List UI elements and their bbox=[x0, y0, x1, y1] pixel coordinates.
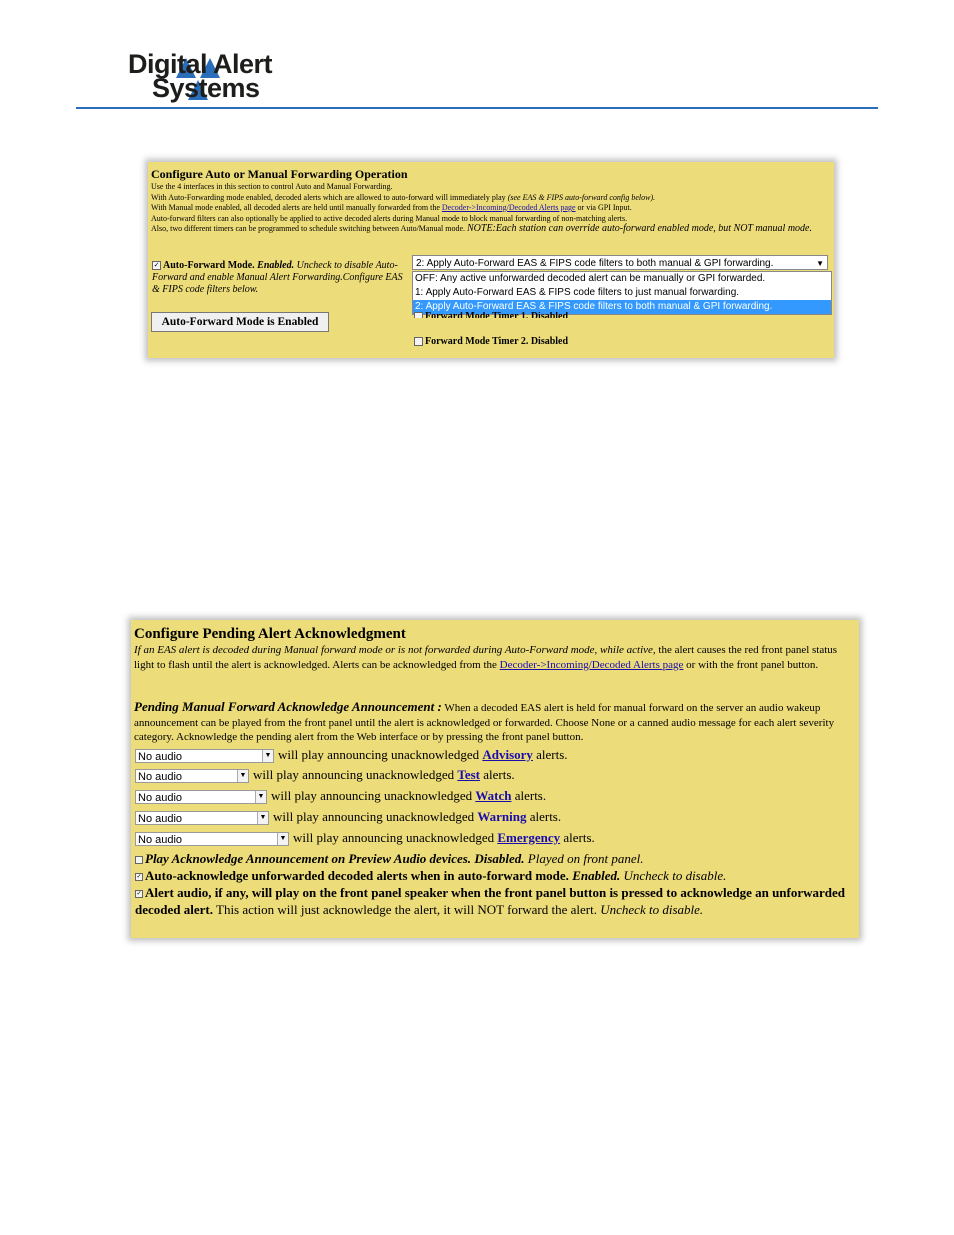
auto-forward-mode-button[interactable]: Auto-Forward Mode is Enabled bbox=[151, 312, 329, 332]
chevron-down-icon: ▼ bbox=[255, 791, 266, 803]
chevron-down-icon: ▼ bbox=[277, 833, 288, 845]
auto-forward-mode-setting: ✓ Auto-Forward Mode. Enabled. Uncheck to disable Auto-Forward and enable Manual Alert Forwarding.Configure EAS & FIPS code filters below. bbox=[152, 260, 403, 295]
ack-title: Configure Pending Alert Acknowledgment bbox=[134, 626, 406, 642]
logo-line-2: Systems bbox=[152, 73, 260, 103]
forwarding-title: Configure Auto or Manual Forwarding Operation bbox=[151, 167, 408, 181]
desc-line: Use the 4 interfaces in this section to control Auto and Manual Forwarding. bbox=[151, 182, 393, 191]
desc-line: With Auto-Forwarding mode enabled, decoded alerts which are allowed to auto-forward will immediately play (see EAS & FIPS auto-forward config below). bbox=[151, 192, 656, 202]
header-rule bbox=[76, 107, 878, 109]
auto-ack-checkbox[interactable]: ✓ bbox=[136, 874, 142, 881]
dropdown-option[interactable]: OFF: Any active unforwarded decoded alert can be manually or GPI forwarded. bbox=[415, 273, 766, 284]
desc-line: Auto-forward filters can also optionally be applied to active decoded alerts during Manual mode to block manual forwarding of non-matching alerts. bbox=[151, 213, 628, 223]
forwarding-description bbox=[151, 182, 821, 235]
ack-description: If an EAS alert is decoded during Manual forward mode or is not forwarded during Auto-Forward mode, while active, the alert causes the red front panel status light to flash until the alert is acknowledged. Alerts can be acknowledged from the Decoder->Incoming/Decoded Alerts page or with the front panel button. bbox=[134, 644, 838, 671]
desc-line: With Manual mode enabled, all decoded alerts are held until manually forwarded from the Decoder->Incoming/Decoded Alerts page or via GPI Input. bbox=[151, 203, 632, 212]
test-audio-row: No audio ▼ will play announcing unacknowledged Test alerts. bbox=[135, 767, 515, 783]
advisory-audio-row: No audio ▼ will play announcing unacknowledged Advisory alerts. bbox=[135, 747, 568, 763]
dropdown-option[interactable]: 1: Apply Auto-Forward EAS & FIPS code filters to just manual forwarding. bbox=[415, 287, 740, 298]
dropdown-option-selected[interactable]: 2: Apply Auto-Forward EAS & FIPS code filters to both manual & GPI forwarding. bbox=[413, 300, 831, 314]
preview-audio-setting: Play Acknowledge Announcement on Preview Audio devices. Disabled. Played on front panel. bbox=[135, 850, 855, 867]
pending-heading: Pending Manual Forward Acknowledge Announcement : bbox=[134, 699, 442, 714]
logo-text bbox=[128, 49, 273, 103]
emergency-audio-select[interactable]: No audio ▼ bbox=[135, 832, 289, 846]
test-link[interactable]: Test bbox=[457, 767, 480, 782]
ack-config-panel bbox=[131, 620, 859, 938]
emergency-link[interactable]: Emergency bbox=[497, 830, 561, 845]
forward-mode-timer-2[interactable]: Forward Mode Timer 2. Disabled bbox=[414, 336, 568, 347]
filter-mode-dropdown bbox=[412, 271, 832, 315]
logo-line-1: Digital Alert bbox=[128, 49, 273, 79]
pending-announcement-section: Pending Manual Forward Acknowledge Announcement : When a decoded EAS alert is held for manual forward on the server an audio wakeup announcement can be played from the front panel until the alert is acknowledged or forwarded. Choose None or a canned audio message for each alert severity category. Acknowledge the pending alert from the Web interface or by pressing the front panel button. bbox=[134, 699, 835, 743]
watch-audio-row: No audio ▼ will play announcing unacknowledged Watch alerts. bbox=[135, 788, 546, 804]
emergency-audio-row: No audio ▼ will play announcing unacknowledged Emergency alerts. bbox=[135, 830, 595, 846]
chevron-down-icon: ▼ bbox=[237, 770, 248, 782]
desc-line: Also, two different timers can be programmed to schedule switching between Auto/Manual mode. NOTE:Each station can override auto-forward enabled mode, but NOT manual mode. bbox=[151, 223, 812, 234]
chevron-down-icon: ▼ bbox=[816, 259, 824, 268]
warning-audio-row: No audio ▼ will play announcing unacknowledged Warning alerts. bbox=[135, 809, 561, 825]
filter-mode-select[interactable]: 2: Apply Auto-Forward EAS & FIPS code filters to both manual & GPI forwarding. ▼ bbox=[412, 255, 828, 270]
chevron-down-icon: ▼ bbox=[262, 750, 273, 762]
advisory-link[interactable]: Advisory bbox=[482, 747, 533, 762]
preview-audio-checkbox[interactable] bbox=[135, 856, 143, 864]
auto-forward-checkbox[interactable]: ✓ bbox=[153, 261, 160, 270]
warning-audio-select[interactable]: No audio ▼ bbox=[135, 811, 269, 825]
ack-decoded-alerts-link[interactable]: Decoder->Incoming/Decoded Alerts page bbox=[499, 658, 684, 671]
advisory-audio-select[interactable]: No audio ▼ bbox=[135, 749, 274, 763]
timer-2-checkbox[interactable] bbox=[414, 337, 423, 346]
auto-ack-setting: ✓ Auto-acknowledge unforwarded decoded alerts when in auto-forward mode. Enabled. Uncheck to disable. bbox=[136, 868, 727, 883]
decoded-alerts-link[interactable]: Decoder->Incoming/Decoded Alerts page bbox=[441, 203, 576, 212]
forwarding-config-panel bbox=[148, 162, 834, 358]
front-panel-audio-setting: ✓ Alert audio, if any, will play on the front panel speaker when the front panel button is pressed to acknowledge an unforwarded decoded alert. This action will just acknowledge the alert, it will NOT forward the alert. Uncheck to disable. bbox=[135, 885, 846, 917]
front-panel-audio-checkbox[interactable]: ✓ bbox=[136, 891, 142, 898]
warning-label: Warning bbox=[477, 809, 527, 824]
watch-audio-select[interactable]: No audio ▼ bbox=[135, 790, 267, 804]
watch-link[interactable]: Watch bbox=[475, 788, 512, 803]
forward-mode-timer-1[interactable]: Forward Mode Timer 1. Disabled bbox=[414, 312, 568, 318]
test-audio-select[interactable]: No audio ▼ bbox=[135, 769, 249, 783]
chevron-down-icon: ▼ bbox=[257, 812, 268, 824]
